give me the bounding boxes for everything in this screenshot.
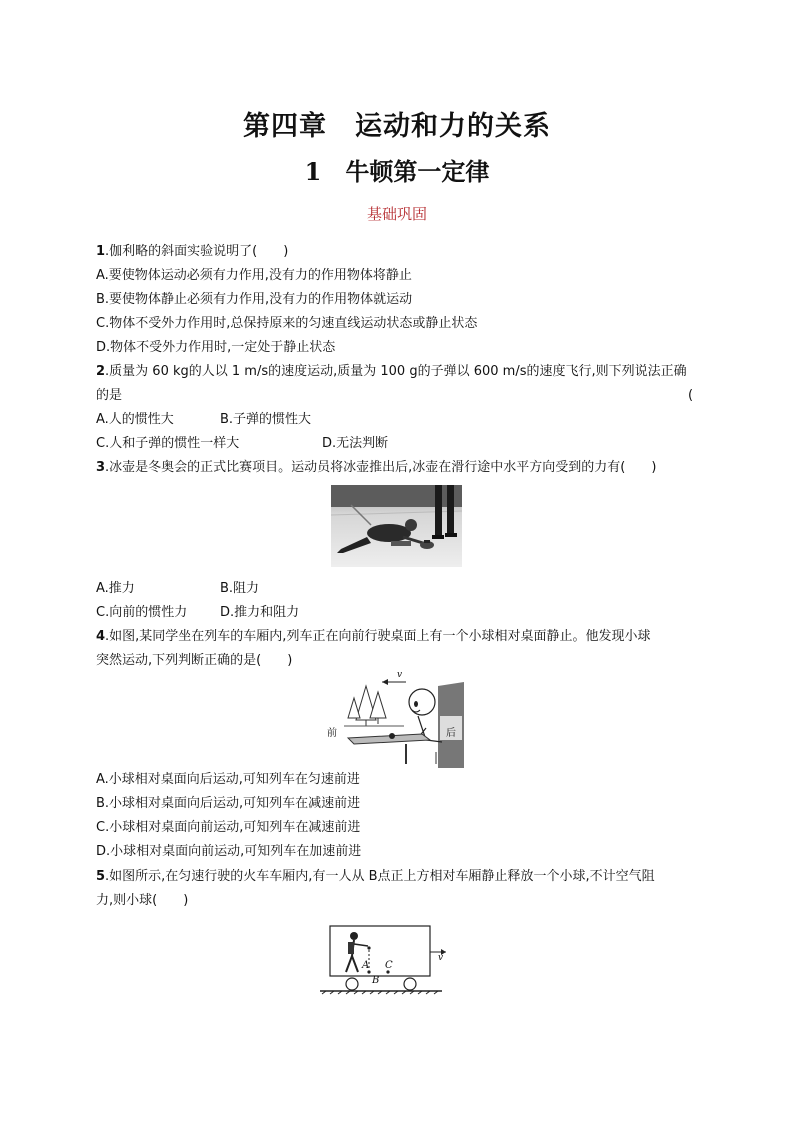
chapter-title: 第四章 运动和力的关系 (243, 111, 551, 142)
q4-stem-text: .如图,某同学坐在列车的车厢内,列车正在向前行驶桌面上有一个小球相对桌面静止。他发现小球 (105, 629, 651, 644)
q3-stem (96, 459, 656, 477)
point-a-label: A (362, 960, 370, 971)
q2-number: 2 (96, 364, 106, 379)
velocity-label: v (438, 953, 444, 963)
speed-label: v (397, 670, 403, 680)
q4-number: 4 (96, 629, 106, 644)
point-c-label: C (385, 960, 393, 971)
q1-stem-text: .伽利略的斜面实验说明了( ) (105, 244, 289, 259)
q1-number: 1 (96, 244, 106, 259)
back-label: 后 (446, 728, 456, 739)
subheading: 基础巩固 (366, 205, 427, 223)
train-drawing (326, 672, 464, 768)
q1-option-b: B.要使物体静止必须有力作用,没有力的作用物体就运动 (96, 292, 413, 307)
q2-option-a: A.人的惯性大 (96, 412, 174, 427)
q1-stem (96, 243, 288, 261)
q3-stem-text: .冰壶是冬奥会的正式比赛项目。运动员将冰壶推出后,冰壶在滑行途中水平方向受到的力有( ) (105, 460, 657, 475)
q2-answer-paren: ( (688, 388, 694, 403)
q2-stem (96, 363, 687, 381)
q4-option-a: A.小球相对桌面向后运动,可知列车在匀速前进 (96, 772, 360, 787)
q4-stem (96, 628, 650, 646)
front-label: 前 (327, 728, 337, 739)
q1-option-c: C.物体不受外力作用时,总保持原来的匀速直线运动状态或静止状态 (96, 316, 478, 331)
q3-option-a: A.推力 (96, 581, 135, 596)
q3-option-d: D.推力和阻力 (220, 605, 300, 620)
train-figure (326, 672, 464, 768)
q2-option-b: B.子弹的惯性大 (220, 412, 312, 427)
q3-number: 3 (96, 460, 106, 475)
q3-option-b: B.阻力 (220, 581, 260, 596)
carriage-drawing (318, 922, 458, 996)
q2-option-d: D.无法判断 (322, 436, 389, 451)
section-title: 1 牛顿第一定律 (304, 157, 490, 186)
q2-option-c: C.人和子弹的惯性一样大 (96, 436, 240, 451)
carriage-figure (318, 922, 458, 996)
q4-stem-line2: 突然运动,下列判断正确的是( ) (96, 653, 293, 668)
q5-stem (96, 868, 655, 886)
point-b-label: B (372, 975, 380, 986)
q5-stem-text: .如图所示,在匀速行驶的火车车厢内,有一人从 B点正上方相对车厢静止释放一个小球,不计空气阻 (105, 869, 655, 884)
q1-option-d: D.物体不受外力作用时,一定处于静止状态 (96, 340, 336, 355)
q4-option-b: B.小球相对桌面向后运动,可知列车在减速前进 (96, 796, 361, 811)
q4-option-c: C.小球相对桌面向前运动,可知列车在减速前进 (96, 820, 361, 835)
curling-photo (331, 485, 462, 567)
q4-option-d: D.小球相对桌面向前运动,可知列车在加速前进 (96, 844, 362, 859)
q2-stem-text: .质量为 60 kg的人以 1 m/s的速度运动,质量为 100 g的子弹以 600 m/s的速度飞行,则下列说法正确 (105, 364, 687, 379)
q1-option-a: A.要使物体运动必须有力作用,没有力的作用物体将静止 (96, 268, 412, 283)
q2-stem-line2: 的是 (96, 388, 123, 403)
q5-number: 5 (96, 869, 106, 884)
q5-stem-line2: 力,则小球( ) (96, 893, 189, 908)
q3-option-c: C.向前的惯性力 (96, 605, 188, 620)
